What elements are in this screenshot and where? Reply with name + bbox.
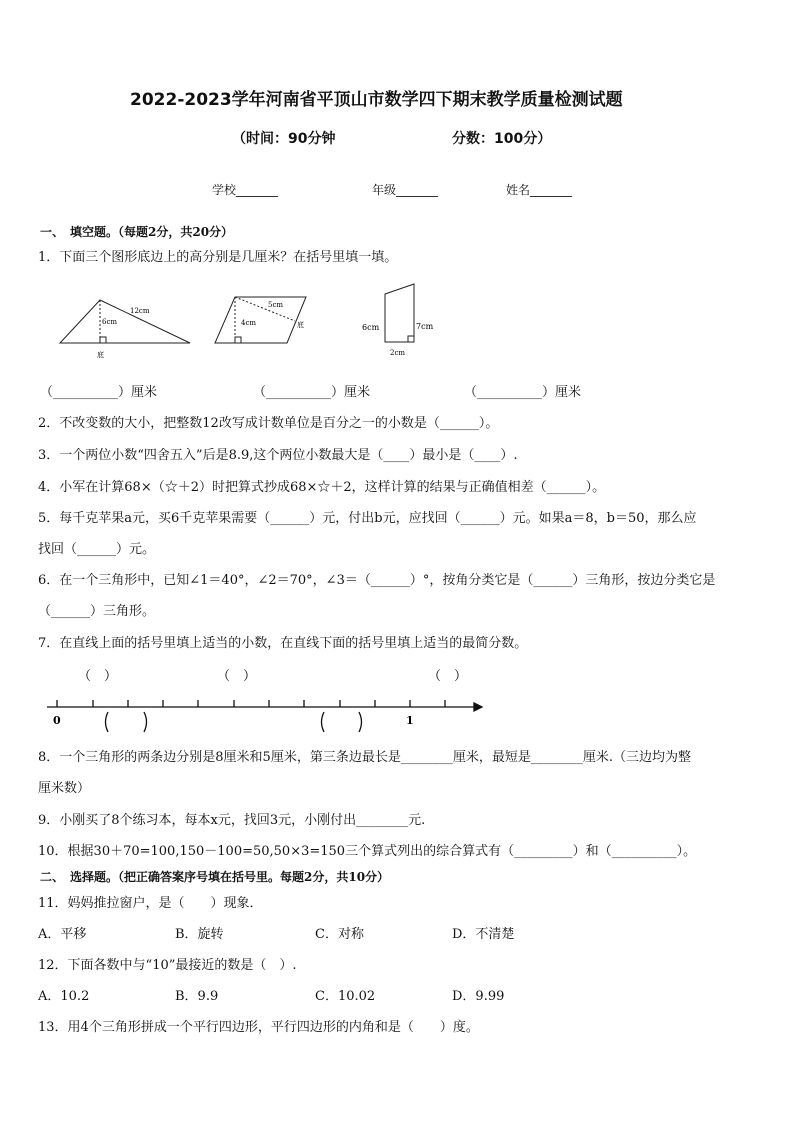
question-5-line-1: 5．每千克苹果a元，买6千克苹果需要（______）元，付出b元，应找回（______）元。如果a＝8，b＝50，那么应 — [38, 511, 697, 526]
numberline-paren-3: （ ） — [428, 669, 468, 684]
q11-option-b: B．旋转 — [175, 927, 224, 942]
name-field: 姓名_______ — [506, 183, 573, 197]
question-1: 1．下面三个图形底边上的高分别是几厘米？在括号里填一填。 — [38, 250, 398, 265]
q12-option-a: A．10.2 — [38, 989, 90, 1004]
question-4: 4．小军在计算68×（☆＋2）时把算式抄成68×☆＋2，这样计算的结果与正确值相差（______）。 — [38, 480, 606, 495]
para-height-label: 4cm — [241, 319, 257, 327]
q12-option-b: B．9.9 — [175, 989, 219, 1004]
para-side-label: 5cm — [268, 301, 284, 309]
trap-right-label: 7cm — [416, 322, 434, 331]
question-7: 7．在直线上面的括号里填上适当的小数，在直线下面的括号里填上适当的最简分数。 — [38, 636, 528, 651]
numberline-zero: 0 — [53, 714, 61, 727]
para-base-label: 底 — [297, 321, 304, 329]
numberline-paren-1: （ ） — [78, 669, 118, 684]
tri-side-label: 12cm — [130, 307, 150, 315]
question-2: 2．不改变数的大小，把整数12改写成计数单位是百分之一的小数是（______）。 — [38, 416, 499, 431]
q11-option-a: A．平移 — [38, 927, 87, 942]
question-13: 13．用4个三角形拼成一个平行四边形，平行四边形的内角和是（ ）度。 — [38, 1020, 479, 1035]
q1-answer-2: （__________）厘米 — [253, 385, 371, 400]
question-8-line-2: 厘米数） — [38, 781, 91, 796]
q12-option-c: C．10.02 — [315, 989, 376, 1004]
exam-score: 分数：100分） — [452, 131, 552, 147]
parallelogram-figure — [215, 297, 306, 343]
question-6-line-1: 6．在一个三角形中，已知∠1＝40°，∠2＝70°，∠3＝（______）°，按角分类它是（______）三角形，按边分类它是 — [38, 573, 716, 588]
question-5-line-2: 找回（______）元。 — [38, 542, 156, 557]
page-title: 2022-2023学年河南省平顶山市数学四下期末教学质量检测试题 — [130, 90, 623, 110]
section-heading-fill-blank: 一、 填空题。（每题2分，共20分） — [40, 225, 234, 239]
grade-field: 年级_______ — [372, 183, 439, 197]
numberline-one: 1 — [406, 714, 414, 727]
question-9: 9．小刚买了8个练习本，每本x元，找回3元，小刚付出________元. — [38, 813, 426, 828]
question-11: 11．妈妈推拉窗户，是（ ）现象． — [38, 896, 263, 911]
numberline-paren-2: （ ） — [217, 669, 257, 684]
question-10: 10．根据30＋70=100,150－100=50,50×3=150三个算式列出的综合算式有（_________）和（__________）。 — [38, 844, 697, 859]
tri-height-label: 6cm — [102, 318, 118, 326]
question-8-line-1: 8．一个三角形的两条边分别是8厘米和5厘米，第三条边最长是________厘米，最短是________厘米.（三边均为整 — [38, 750, 691, 765]
question-3: 3．一个两位小数“四舍五入”后是8.9,这个两位小数最大是（____）最小是（____）. — [38, 448, 518, 463]
trap-bottom-label: 2cm — [390, 349, 406, 357]
number-line — [0, 660, 794, 740]
school-field: 学校_______ — [212, 183, 279, 197]
triangle-figure — [60, 300, 190, 343]
exam-time: （时间：90分钟 — [232, 131, 336, 147]
geometry-figures — [0, 280, 794, 370]
trapezoid-figure — [385, 284, 414, 342]
section-heading-choice: 二、 选择题。（把正确答案序号填在括号里。每题2分，共10分） — [40, 870, 390, 884]
q12-option-d: D．9.99 — [452, 989, 505, 1004]
question-12: 12．下面各数中与“10”最接近的数是（ ）. — [38, 958, 297, 973]
q1-answer-3: （__________）厘米 — [464, 385, 582, 400]
trap-left-label: 6cm — [362, 323, 380, 332]
question-6-line-2: （______）三角形。 — [38, 604, 156, 619]
tri-base-label: 底 — [97, 351, 104, 359]
q1-answer-1: （__________）厘米 — [40, 385, 158, 400]
q11-option-c: C．对称 — [315, 927, 364, 942]
q11-option-d: D．不清楚 — [452, 927, 515, 942]
